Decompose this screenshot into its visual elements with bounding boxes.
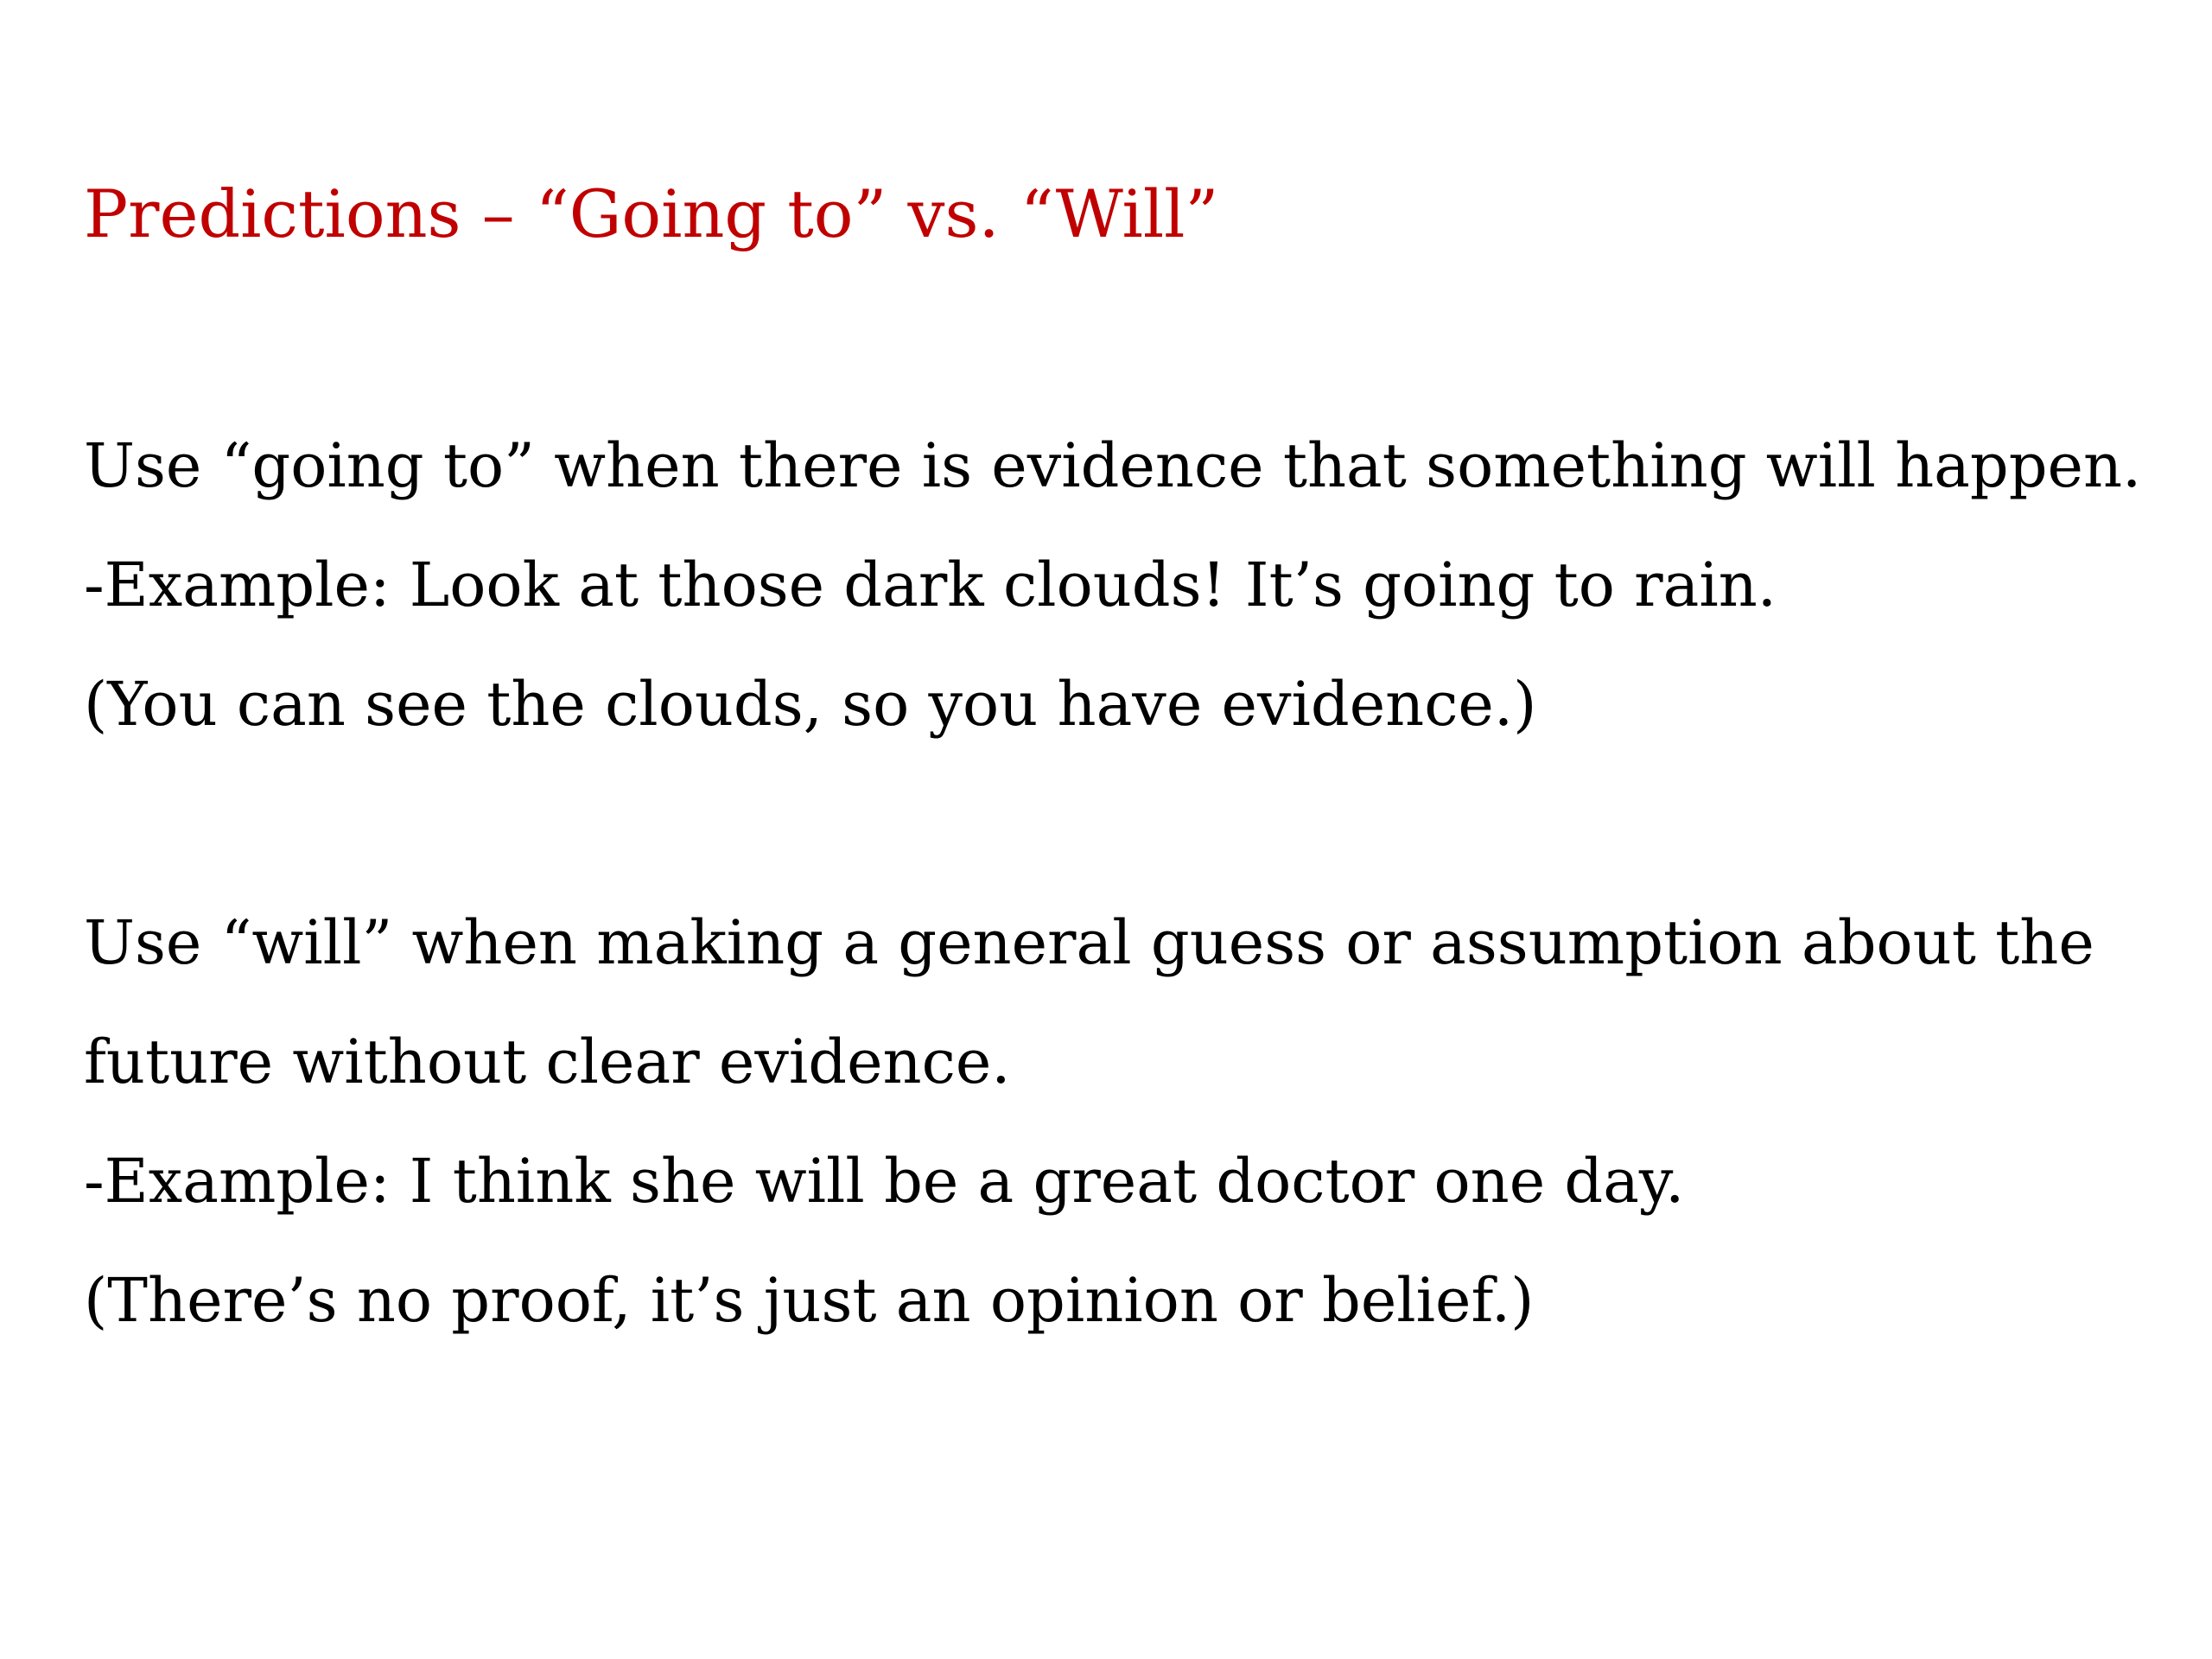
section-will	[84, 883, 2140, 1360]
will-rule-line-2: future without clear evidence.	[84, 1027, 1011, 1097]
will-rule-line-1: Use “will” when making a general guess or assumption about the	[84, 907, 2094, 978]
slide-title: Predictions – “Going to” vs. “Will”	[84, 175, 1219, 252]
will-example: -Example: I think she will be a great doctor one day.	[84, 1146, 1685, 1217]
slide-body	[84, 406, 2140, 1360]
section-going-to	[84, 406, 2140, 764]
will-note: (There’s no proof, it’s just an opinion or belief.)	[84, 1265, 1535, 1336]
going-to-example: -Example: Look at those dark clouds! It’s going to rain.	[84, 550, 1777, 620]
going-to-rule: Use “going to” when there is evidence that something will happen.	[84, 430, 2142, 501]
going-to-note: (You can see the clouds, so you have evidence.)	[84, 669, 1537, 740]
section-spacer	[84, 764, 2140, 883]
